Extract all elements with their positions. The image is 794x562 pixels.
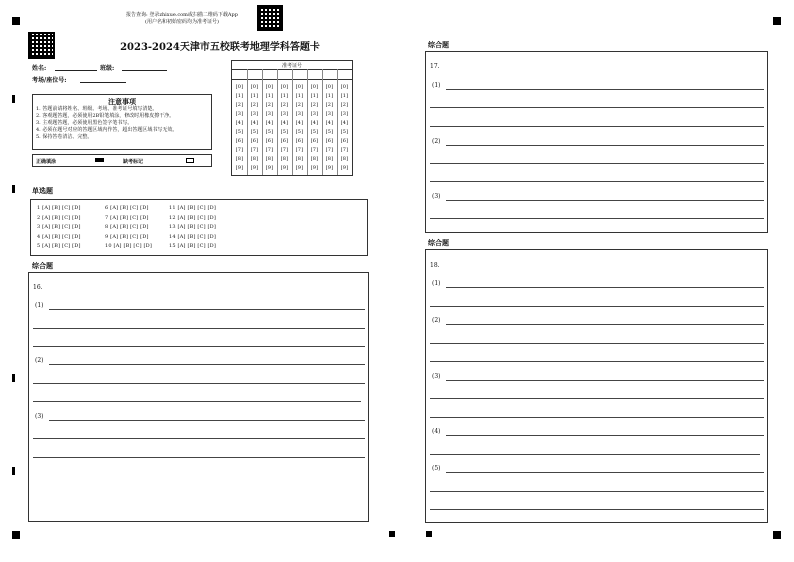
choice-question-options[interactable]: 5 [A] [B] [C] [D] xyxy=(37,243,81,249)
choice-question-options[interactable]: 6 [A] [B] [C] [D] xyxy=(105,205,149,211)
answer-line[interactable] xyxy=(33,457,365,458)
q18-section-title: 综合题 xyxy=(428,238,449,247)
exam-id-bubble[interactable]: [1] xyxy=(280,93,289,99)
exam-id-bubble[interactable]: [5] xyxy=(250,129,259,135)
page-title: 2023-2024天津市五校联考地理学科答题卡 xyxy=(120,42,320,53)
exam-id-bubble[interactable]: [7] xyxy=(325,147,334,153)
exam-id-bubble[interactable]: [4] xyxy=(325,120,334,126)
exam-id-bubble[interactable]: [1] xyxy=(265,93,274,99)
choice-question-options[interactable]: 9 [A] [B] [C] [D] xyxy=(105,233,149,240)
corner-mark-bl xyxy=(12,531,20,539)
exam-id-bubble[interactable]: [6] xyxy=(295,138,304,144)
q17-answer-box xyxy=(425,51,768,233)
q16-part-label: (2) xyxy=(35,357,44,364)
exam-id-bubble[interactable]: [4] xyxy=(250,120,259,126)
exam-id-bubble[interactable]: [8] xyxy=(265,156,274,162)
timing-mark xyxy=(389,531,395,537)
exam-id-bubble[interactable]: [9] xyxy=(325,165,334,171)
exam-id-bubble[interactable]: [9] xyxy=(310,165,319,171)
choice-question-options[interactable]: 2 [A] [B] [C] [D] xyxy=(37,214,81,221)
exam-id-bubble[interactable]: [3] xyxy=(325,111,334,117)
exam-id-bubble[interactable]: [4] xyxy=(280,120,289,126)
exam-id-bubble[interactable]: [0] xyxy=(310,84,319,90)
exam-id-bubble[interactable]: [5] xyxy=(265,129,274,135)
exam-id-bubble[interactable]: [0] xyxy=(325,84,334,90)
q18-part-label: (3) xyxy=(432,373,441,380)
choice-question-options[interactable]: 12 [A] [B] [C] [D] xyxy=(169,214,217,221)
corner-mark-br xyxy=(773,531,781,539)
timing-mark xyxy=(426,531,432,537)
instruction-item: 3. 主观题答题，必须使用黑色签字笔书写。 xyxy=(36,120,133,126)
exam-id-bubble[interactable]: [7] xyxy=(280,147,289,153)
q17-section-title: 综合题 xyxy=(428,40,449,49)
exam-id-label: 准考证号 xyxy=(281,63,302,69)
exam-id-grid xyxy=(231,60,353,176)
q18-part-label: (5) xyxy=(432,465,441,472)
choice-question-options[interactable]: 15 [A] [B] [C] [D] xyxy=(169,243,217,249)
q18-part-label: (2) xyxy=(432,317,441,324)
timing-mark xyxy=(12,467,15,475)
password-notice: (用户名和初始密码均为准考证号) xyxy=(145,19,219,25)
instructions-title: 注意事项 xyxy=(108,97,136,106)
exam-id-bubble[interactable]: [2] xyxy=(325,102,334,108)
choice-question-options[interactable]: 10 [A] [B] [C] [D] xyxy=(105,243,153,249)
q16-section-title: 综合题 xyxy=(32,261,53,270)
exam-id-bubble[interactable]: [1] xyxy=(310,93,319,99)
instruction-item: 2. 客观题答题，必须使用2B铅笔填涂，修改时用橡皮擦干净。 xyxy=(36,113,175,119)
answer-line[interactable] xyxy=(33,401,361,402)
instruction-item: 5. 保持答卷清洁、完整。 xyxy=(36,134,93,140)
exam-id-bubble[interactable]: [7] xyxy=(310,147,319,153)
exam-id-bubble[interactable]: [7] xyxy=(235,147,244,153)
room-label: 考场/座位号: xyxy=(32,77,67,84)
choice-question-options[interactable]: 8 [A] [B] [C] [D] xyxy=(105,224,149,230)
exam-id-bubble[interactable]: [9] xyxy=(280,165,289,171)
exam-id-bubble[interactable]: [6] xyxy=(340,138,349,144)
exam-id-bubble[interactable]: [1] xyxy=(295,93,304,99)
q18-part-label: (1) xyxy=(432,280,441,287)
exam-id-bubble[interactable]: [6] xyxy=(265,138,274,144)
answer-line[interactable] xyxy=(446,435,764,436)
answer-line[interactable] xyxy=(430,361,764,362)
timing-mark xyxy=(12,374,15,382)
exam-id-bubble[interactable]: [6] xyxy=(280,138,289,144)
exam-id-bubble[interactable]: [9] xyxy=(295,165,304,171)
q16-answer-box xyxy=(28,272,369,522)
exam-id-bubble[interactable]: [3] xyxy=(340,111,349,117)
name-field[interactable] xyxy=(55,70,97,71)
filled-bubble-example xyxy=(95,158,104,162)
fill-example-box xyxy=(32,154,212,167)
q18-number: 18. xyxy=(430,262,440,269)
name-label: 姓名: xyxy=(32,65,47,72)
answer-line[interactable] xyxy=(33,346,365,347)
corner-mark-tr xyxy=(773,17,781,25)
answer-line[interactable] xyxy=(430,454,760,455)
q16-number: 16. xyxy=(33,284,43,291)
answer-line[interactable] xyxy=(49,420,365,421)
exam-id-bubble[interactable]: [9] xyxy=(340,165,349,171)
exam-id-bubble[interactable]: [9] xyxy=(235,165,244,171)
class-label: 班级: xyxy=(100,65,115,72)
timing-mark xyxy=(12,185,15,193)
exam-id-bubble[interactable]: [4] xyxy=(295,120,304,126)
exam-id-bubble[interactable]: [7] xyxy=(340,147,349,153)
answer-line[interactable] xyxy=(33,438,365,439)
class-field[interactable] xyxy=(122,70,167,71)
choice-question-options[interactable]: 3 [A] [B] [C] [D] xyxy=(37,224,81,230)
exam-id-bubble[interactable]: [5] xyxy=(340,129,349,135)
exam-id-bubble[interactable]: [7] xyxy=(295,147,304,153)
answer-line[interactable] xyxy=(446,145,764,146)
exam-id-bubble[interactable]: [2] xyxy=(265,102,274,108)
exam-id-bubble[interactable]: [5] xyxy=(295,129,304,135)
exam-id-bubble[interactable]: [5] xyxy=(280,129,289,135)
exam-id-bubble[interactable]: [2] xyxy=(295,102,304,108)
exam-id-bubble[interactable]: [4] xyxy=(340,120,349,126)
exam-id-bubble[interactable]: [3] xyxy=(265,111,274,117)
single-choice-box xyxy=(30,199,368,256)
q16-part-label: (3) xyxy=(35,413,44,420)
q17-part-label: (3) xyxy=(432,193,441,200)
answer-line[interactable] xyxy=(430,417,764,418)
choice-question-options[interactable]: 11 [A] [B] [C] [D] xyxy=(169,205,217,211)
instructions-box xyxy=(32,94,212,150)
exam-id-bubble[interactable]: [6] xyxy=(325,138,334,144)
exam-id-bubble[interactable]: [0] xyxy=(235,84,244,90)
exam-id-bubble[interactable]: [3] xyxy=(310,111,319,117)
answer-line[interactable] xyxy=(430,306,764,307)
answer-line[interactable] xyxy=(446,287,764,288)
q17-part-label: (2) xyxy=(432,138,441,145)
q17-part-label: (1) xyxy=(432,82,441,89)
q17-number: 17. xyxy=(430,63,440,70)
exam-id-bubble[interactable]: [8] xyxy=(325,156,334,162)
q18-answer-box xyxy=(425,249,768,523)
choice-question-options[interactable]: 14 [A] [B] [C] [D] xyxy=(169,233,217,240)
exam-id-bubble[interactable]: [6] xyxy=(235,138,244,144)
answer-line[interactable] xyxy=(430,107,764,108)
exam-id-bubble[interactable]: [5] xyxy=(310,129,319,135)
exam-id-bubble[interactable]: [3] xyxy=(235,111,244,117)
answer-line[interactable] xyxy=(33,328,365,329)
exam-id-bubble[interactable]: [3] xyxy=(280,111,289,117)
exam-id-bubble[interactable]: [1] xyxy=(250,93,259,99)
exam-id-bubble[interactable]: [2] xyxy=(250,102,259,108)
fill-correct-label: 正确填涂 xyxy=(36,159,57,165)
exam-id-bubble[interactable]: [2] xyxy=(340,102,349,108)
q18-part-label: (4) xyxy=(432,428,441,435)
answer-line[interactable] xyxy=(430,126,764,127)
answer-line[interactable] xyxy=(430,509,764,510)
exam-id-bubble[interactable]: [5] xyxy=(235,129,244,135)
choice-question-options[interactable]: 13 [A] [B] [C] [D] xyxy=(169,224,217,230)
exam-id-bubble[interactable]: [6] xyxy=(250,138,259,144)
answer-line[interactable] xyxy=(430,398,764,399)
exam-id-bubble[interactable]: [1] xyxy=(235,93,244,99)
exam-id-bubble[interactable]: [8] xyxy=(340,156,349,162)
exam-id-bubble[interactable]: [0] xyxy=(280,84,289,90)
answer-line[interactable] xyxy=(446,380,764,381)
exam-id-bubble[interactable]: [0] xyxy=(250,84,259,90)
choice-question-options[interactable]: 7 [A] [B] [C] [D] xyxy=(105,214,149,221)
exam-id-bubble[interactable]: [9] xyxy=(265,165,274,171)
answer-line[interactable] xyxy=(430,218,764,219)
exam-id-bubble[interactable]: [2] xyxy=(310,102,319,108)
absent-mark-label: 缺考标记 xyxy=(123,159,144,165)
exam-id-bubble[interactable]: [8] xyxy=(250,156,259,162)
exam-id-bubble[interactable]: [5] xyxy=(325,129,334,135)
exam-id-bubble[interactable]: [9] xyxy=(250,165,259,171)
exam-id-bubble[interactable]: [3] xyxy=(250,111,259,117)
exam-id-bubble[interactable]: [0] xyxy=(265,84,274,90)
report-notice: 报告查询: 登录zhixue.com或扫描二维码下载App xyxy=(126,12,238,18)
answer-line[interactable] xyxy=(430,343,764,344)
single-choice-grid xyxy=(37,205,357,253)
exam-id-bubble[interactable]: [4] xyxy=(310,120,319,126)
answer-line[interactable] xyxy=(446,200,764,201)
exam-id-bubble[interactable]: [3] xyxy=(295,111,304,117)
download-qr-code xyxy=(257,5,283,31)
absent-checkbox[interactable] xyxy=(186,158,194,163)
answer-line[interactable] xyxy=(49,364,365,365)
choice-question-options[interactable]: 1 [A] [B] [C] [D] xyxy=(37,205,81,211)
exam-id-bubble[interactable]: [4] xyxy=(265,120,274,126)
exam-id-bubble[interactable]: [7] xyxy=(265,147,274,153)
exam-id-bubble[interactable]: [8] xyxy=(280,156,289,162)
answer-line[interactable] xyxy=(430,181,764,182)
answer-line[interactable] xyxy=(446,472,764,473)
choice-question-options[interactable]: 4 [A] [B] [C] [D] xyxy=(37,233,81,240)
instruction-item: 1. 答题前请将姓名、班级、考场、准考证号填写清楚。 xyxy=(36,106,158,112)
exam-id-bubble[interactable]: [8] xyxy=(295,156,304,162)
exam-id-bubble[interactable]: [6] xyxy=(310,138,319,144)
answer-line[interactable] xyxy=(49,309,365,310)
answer-line[interactable] xyxy=(446,324,764,325)
exam-id-bubble[interactable]: [8] xyxy=(310,156,319,162)
exam-id-bubble[interactable]: [1] xyxy=(340,93,349,99)
exam-id-bubble[interactable]: [8] xyxy=(235,156,244,162)
answer-line[interactable] xyxy=(430,491,764,492)
q16-part-label: (1) xyxy=(35,302,44,309)
answer-line[interactable] xyxy=(430,163,764,164)
exam-id-columns xyxy=(232,69,352,175)
exam-id-bubble[interactable]: [4] xyxy=(235,120,244,126)
exam-id-bubble[interactable]: [0] xyxy=(295,84,304,90)
exam-id-bubble[interactable]: [2] xyxy=(280,102,289,108)
single-choice-title: 单选题 xyxy=(32,186,53,195)
exam-id-bubble[interactable]: [0] xyxy=(340,84,349,90)
corner-mark-tl xyxy=(12,17,20,25)
exam-id-bubble[interactable]: [1] xyxy=(325,93,334,99)
timing-mark xyxy=(12,95,15,103)
qr-code xyxy=(28,32,55,59)
instruction-item: 4. 必须在题号对应的答题区域内作答，超出答题区域书写无效。 xyxy=(36,127,178,133)
room-field[interactable] xyxy=(80,82,126,83)
answer-line[interactable] xyxy=(446,89,764,90)
answer-line[interactable] xyxy=(33,383,365,384)
exam-id-bubble[interactable]: [2] xyxy=(235,102,244,108)
exam-id-bubble[interactable]: [7] xyxy=(250,147,259,153)
